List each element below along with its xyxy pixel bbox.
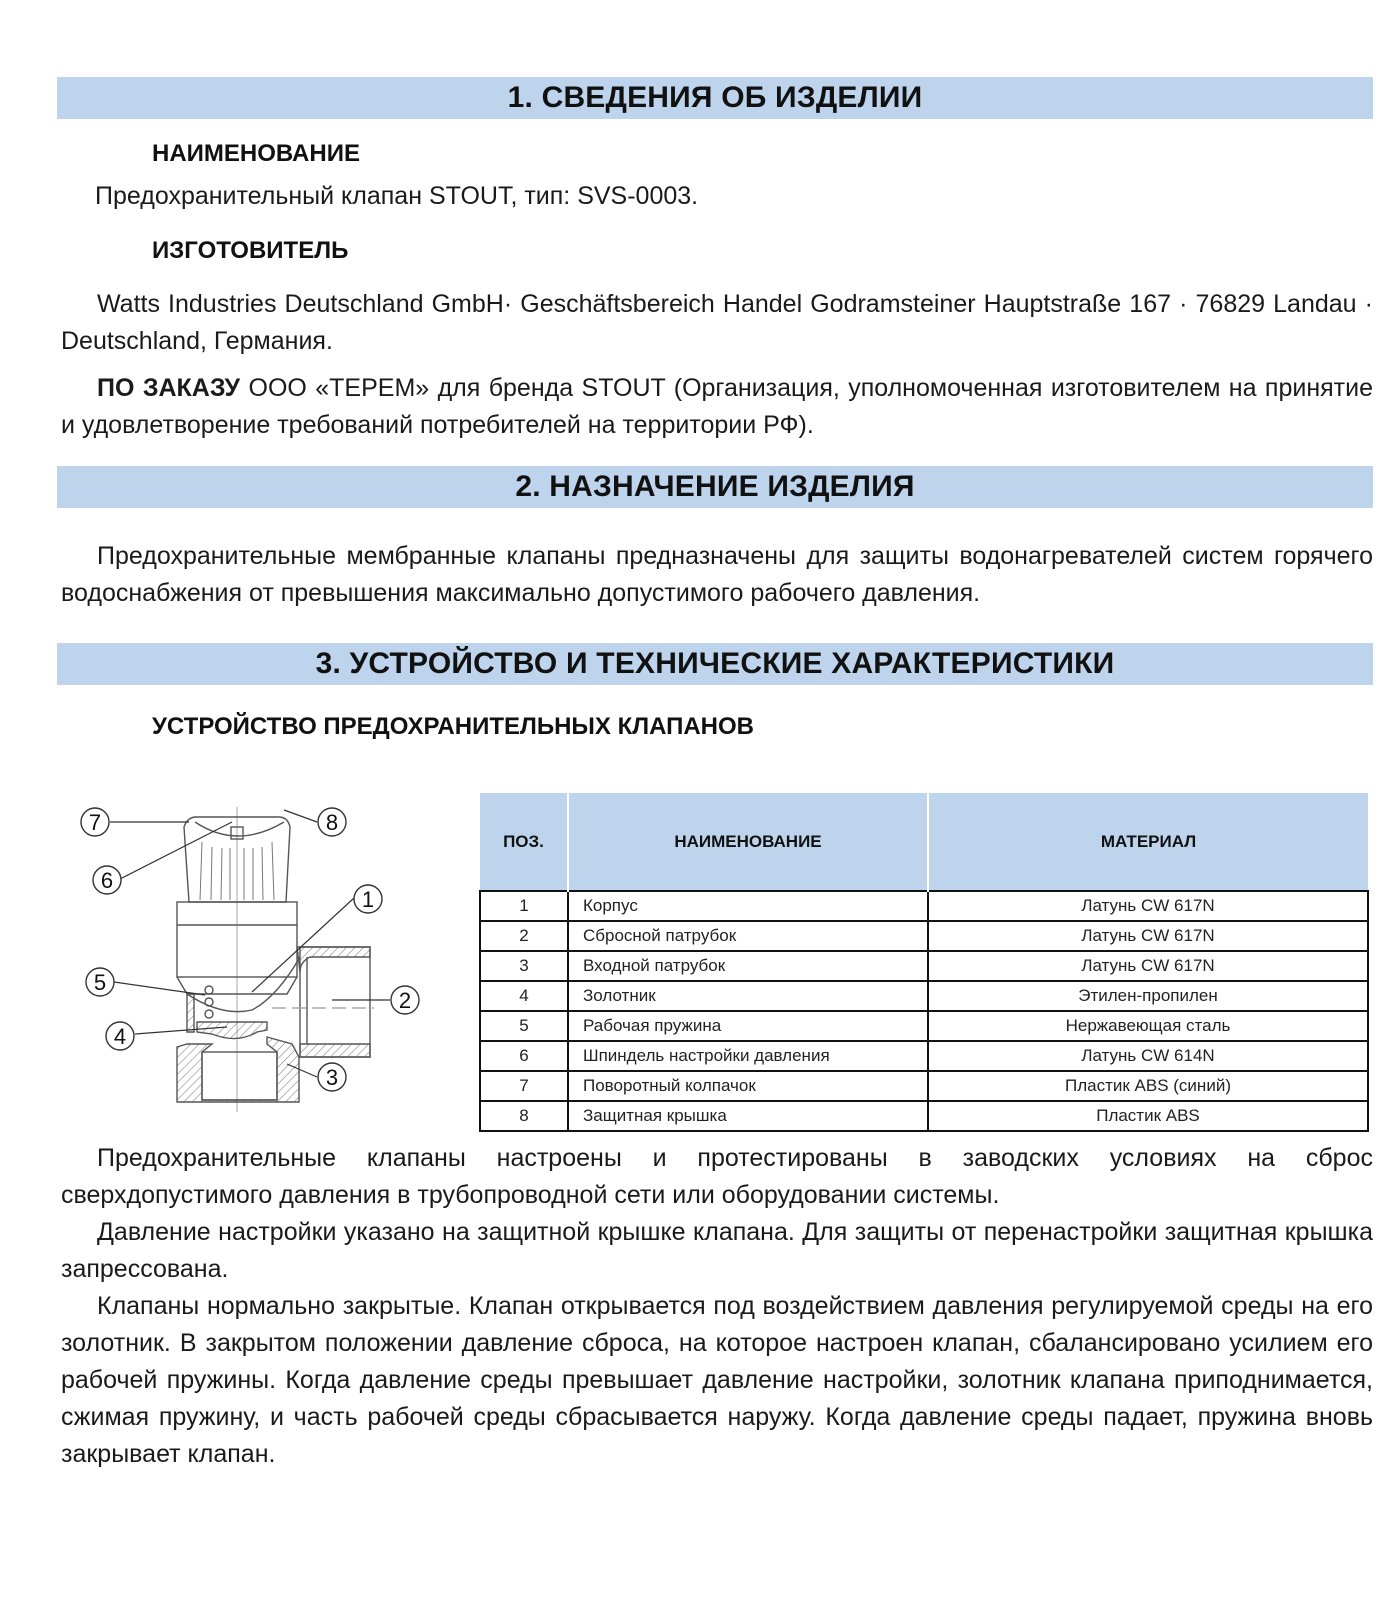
header-pos: ПОЗ. [480, 793, 568, 891]
callout-4 [106, 1022, 134, 1050]
order-paragraph [61, 370, 1373, 444]
cell-pos: 2 [480, 921, 568, 951]
cell-pos: 6 [480, 1041, 568, 1071]
cell-name: Шпиндель настройки давления [568, 1041, 928, 1071]
product-name-text: Предохранительный клапан STOUT, тип: SVS-0003. [95, 182, 699, 210]
section-3-header [57, 643, 1373, 685]
svg-text:1: 1 [361, 887, 375, 912]
device-subheading: УСТРОЙСТВО ПРЕДОХРАНИТЕЛЬНЫХ КЛАПАНОВ [152, 713, 755, 740]
cell-pos: 7 [480, 1071, 568, 1101]
section-2-title: 2. НАЗНАЧЕНИЕ ИЗДЕЛИЯ [515, 470, 915, 503]
svg-text:3: 3 [325, 1065, 339, 1090]
table-row [480, 1071, 1368, 1101]
table-row [480, 921, 1368, 951]
callout-1 [354, 885, 382, 913]
name-heading: НАИМЕНОВАНИЕ [152, 140, 360, 167]
table-row [480, 951, 1368, 981]
manufacturer-heading: ИЗГОТОВИТЕЛЬ [152, 237, 349, 264]
section-3-title: 3. УСТРОЙСТВО И ТЕХНИЧЕСКИЕ ХАРАКТЕРИСТИКИ [315, 647, 1115, 680]
cell-name: Защитная крышка [568, 1101, 928, 1131]
callout-2 [391, 986, 419, 1014]
cell-pos: 3 [480, 951, 568, 981]
paragraph-factory-tested: Предохранительные клапаны настроены и протестированы в заводских условиях на сброс сверхдопустимого давления в трубопроводной сети или оборудовании системы. [61, 1144, 1373, 1209]
cell-pos: 8 [480, 1101, 568, 1131]
manufacturer-text: Watts Industries Deutschland GmbH· Geschäftsbereich Handel Godramsteiner Hauptstraße 167 · 76829 Landau · Deutschland, Германия. [61, 290, 1373, 355]
cell-name: Рабочая пружина [568, 1011, 928, 1041]
header-material: МАТЕРИАЛ [928, 793, 1368, 891]
table-row [480, 981, 1368, 1011]
order-label: ПО ЗАКАЗУ [97, 374, 241, 402]
cell-material: Латунь CW 614N [928, 1041, 1368, 1071]
svg-text:4: 4 [113, 1024, 127, 1049]
table-row [480, 1011, 1368, 1041]
table-row [480, 1041, 1368, 1071]
paragraph-operation: Клапаны нормально закрытые. Клапан открывается под воздействием давления регулируемой среды на его золотник. В закрытом положении давление сброса, на которое настроен клапан, сбалансировано усилием его рабочей пружины. Когда давление среды превышает давление настройки, золотник клапана приподнимается, сжимая пружину, и часть рабочей среды сбрасывается наружу. Когда давление среды падает, пружина вновь закрывает клапан. [61, 1292, 1373, 1468]
cell-material: Этилен-пропилен [928, 981, 1368, 1011]
cell-material: Нержавеющая сталь [928, 1011, 1368, 1041]
cell-pos: 5 [480, 1011, 568, 1041]
valve-cross-section-diagram [62, 782, 442, 1112]
callout-3 [318, 1063, 346, 1091]
cell-name: Золотник [568, 981, 928, 1011]
cell-material: Пластик ABS [928, 1101, 1368, 1131]
parts-table [479, 793, 1369, 1132]
table-header-row [480, 793, 1368, 891]
table-row [480, 1101, 1368, 1131]
table-row [480, 891, 1368, 921]
cell-material: Латунь CW 617N [928, 951, 1368, 981]
cell-name: Корпус [568, 891, 928, 921]
cell-pos: 1 [480, 891, 568, 921]
svg-text:6: 6 [100, 868, 114, 893]
svg-text:2: 2 [398, 988, 412, 1013]
callout-5 [86, 968, 114, 996]
paragraph-setting-pressure: Давление настройки указано на защитной крышке клапана. Для защиты от перенастройки защитная крышка запрессована. [61, 1218, 1373, 1283]
purpose-text: Предохранительные мембранные клапаны предназначены для защиты водонагревателей систем горячего водоснабжения от превышения максимально допустимого рабочего давления. [61, 542, 1373, 607]
cell-material: Латунь CW 617N [928, 921, 1368, 951]
callout-6 [93, 866, 121, 894]
callout-8 [318, 808, 346, 836]
cell-pos: 4 [480, 981, 568, 1011]
cell-material: Латунь CW 617N [928, 891, 1368, 921]
cell-material: Пластик ABS (синий) [928, 1071, 1368, 1101]
svg-text:7: 7 [88, 810, 102, 835]
callout-7 [81, 808, 109, 836]
svg-text:8: 8 [325, 810, 339, 835]
cell-name: Поворотный колпачок [568, 1071, 928, 1101]
header-name: НАИМЕНОВАНИЕ [568, 793, 928, 891]
order-text: ООО «ТЕРЕМ» для бренда STOUT (Организация, уполномоченная изготовителем на принятие и удовлетворение требований потребителей на территории РФ). [61, 374, 1373, 439]
cell-name: Входной патрубок [568, 951, 928, 981]
section-2-header [57, 466, 1373, 508]
section-1-title: 1. СВЕДЕНИЯ ОБ ИЗДЕЛИИ [507, 81, 923, 114]
section-1-header [57, 77, 1373, 119]
svg-text:5: 5 [93, 970, 107, 995]
cell-name: Сбросной патрубок [568, 921, 928, 951]
